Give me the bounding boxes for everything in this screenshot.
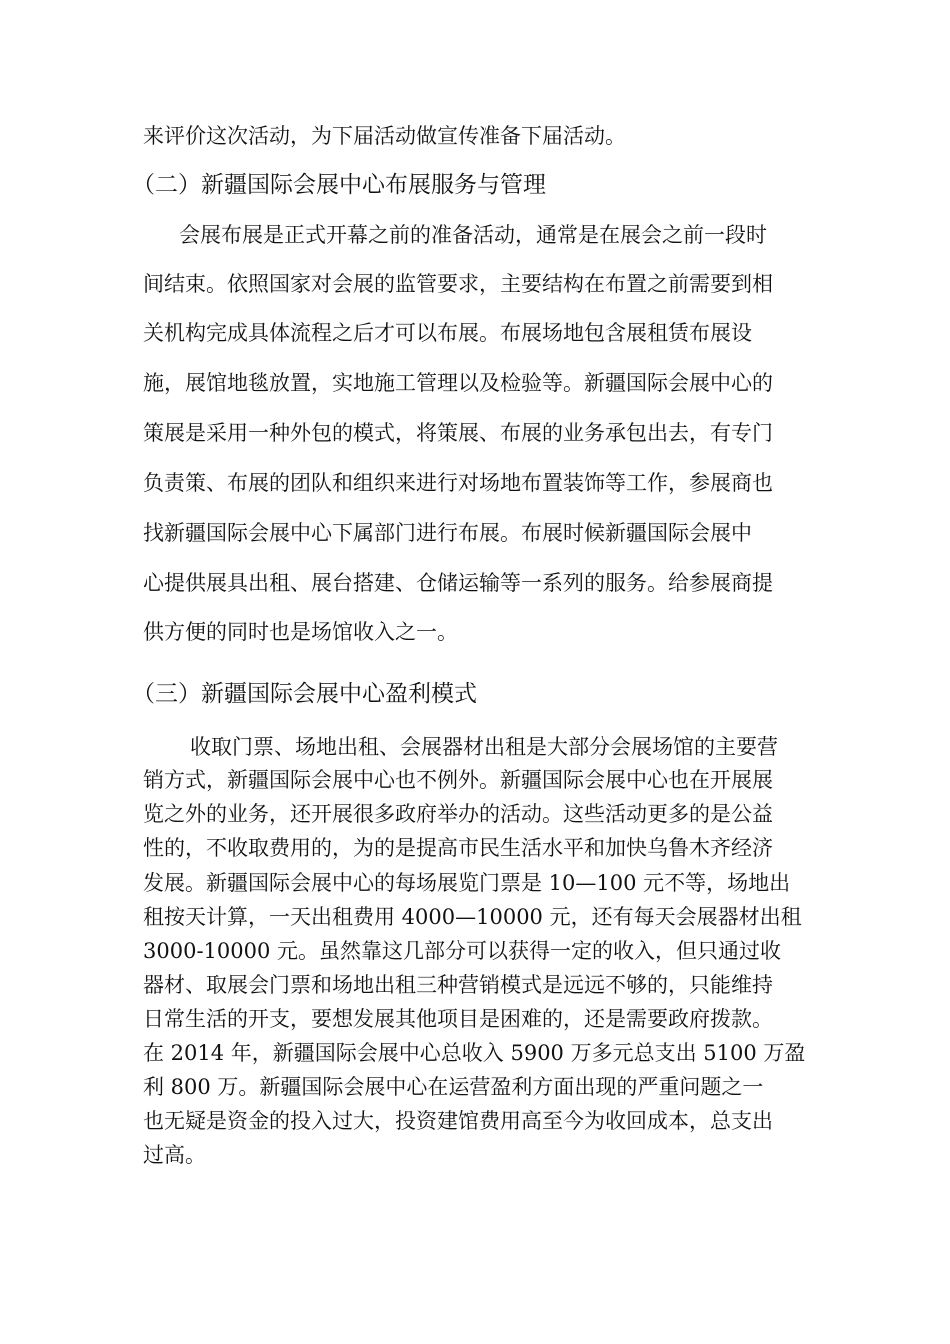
- paragraph-line: 施，展馆地毯放置，实地施工管理以及检验等。新疆国际会展中心的: [143, 371, 773, 395]
- paragraph-line: 过高。: [143, 1143, 206, 1167]
- paragraph-line: 也无疑是资金的投入过大，投资建馆费用高至今为收回成本，总支出: [143, 1109, 773, 1133]
- paragraph-line: 会展布展是正式开幕之前的准备活动，通常是在展会之前一段时: [179, 223, 767, 247]
- paragraph-line: 器材、取展会门票和场地出租三种营销模式是远远不够的，只能维持: [143, 973, 773, 997]
- paragraph-line: 日常生活的开支，要想发展其他项目是困难的，还是需要政府拨款。: [143, 1007, 773, 1031]
- paragraph-line: 间结束。依照国家对会展的监管要求，主要结构在布置之前需要到相: [143, 272, 773, 296]
- paragraph-line: 心提供展具出租、展台搭建、仓储运输等一系列的服务。给参展商提: [143, 571, 773, 595]
- paragraph-line: 发展。新疆国际会展中心的每场展览门票是 10—100 元不等，场地出: [143, 871, 791, 895]
- paragraph-line: 负责策、布展的团队和组织来进行对场地布置装饰等工作，参展商也: [143, 471, 773, 495]
- paragraph-line: 关机构完成具体流程之后才可以布展。布展场地包含展租赁布展设: [143, 321, 752, 345]
- paragraph-line: 供方便的同时也是场馆收入之一。: [143, 620, 458, 644]
- paragraph-line: 策展是采用一种外包的模式，将策展、布展的业务承包出去，有专门: [143, 421, 773, 445]
- paragraph-line: 找新疆国际会展中心下属部门进行布展。布展时候新疆国际会展中: [143, 521, 752, 545]
- paragraph-line: 3000-10000 元。虽然靠这几部分可以获得一定的收入，但只通过收: [143, 939, 782, 963]
- section-heading-3: （三）新疆国际会展中心盈利模式: [132, 681, 477, 707]
- paragraph-line: 销方式，新疆国际会展中心也不例外。新疆国际会展中心也在开展展: [143, 768, 773, 792]
- paragraph-line: 利 800 万。新疆国际会展中心在运营盈利方面出现的严重问题之一: [143, 1075, 764, 1099]
- section-heading-2: （二）新疆国际会展中心布展服务与管理: [132, 172, 546, 198]
- paragraph-line: 租按天计算，一天出租费用 4000—10000 元，还有每天会展器材出租: [143, 905, 802, 929]
- paragraph-line: 在 2014 年，新疆国际会展中心总收入 5900 万多元总支出 5100 万盈: [143, 1041, 806, 1065]
- paragraph-line: 来评价这次活动，为下届活动做宣传准备下届活动。: [143, 124, 626, 148]
- paragraph-line: 览之外的业务，还开展很多政府举办的活动。这些活动更多的是公益: [143, 802, 773, 826]
- paragraph-line: 收取门票、场地出租、会展器材出租是大部分会展场馆的主要营: [190, 735, 778, 759]
- paragraph-line: 性的，不收取费用的，为的是提高市民生活水平和加快乌鲁木齐经济: [143, 836, 773, 860]
